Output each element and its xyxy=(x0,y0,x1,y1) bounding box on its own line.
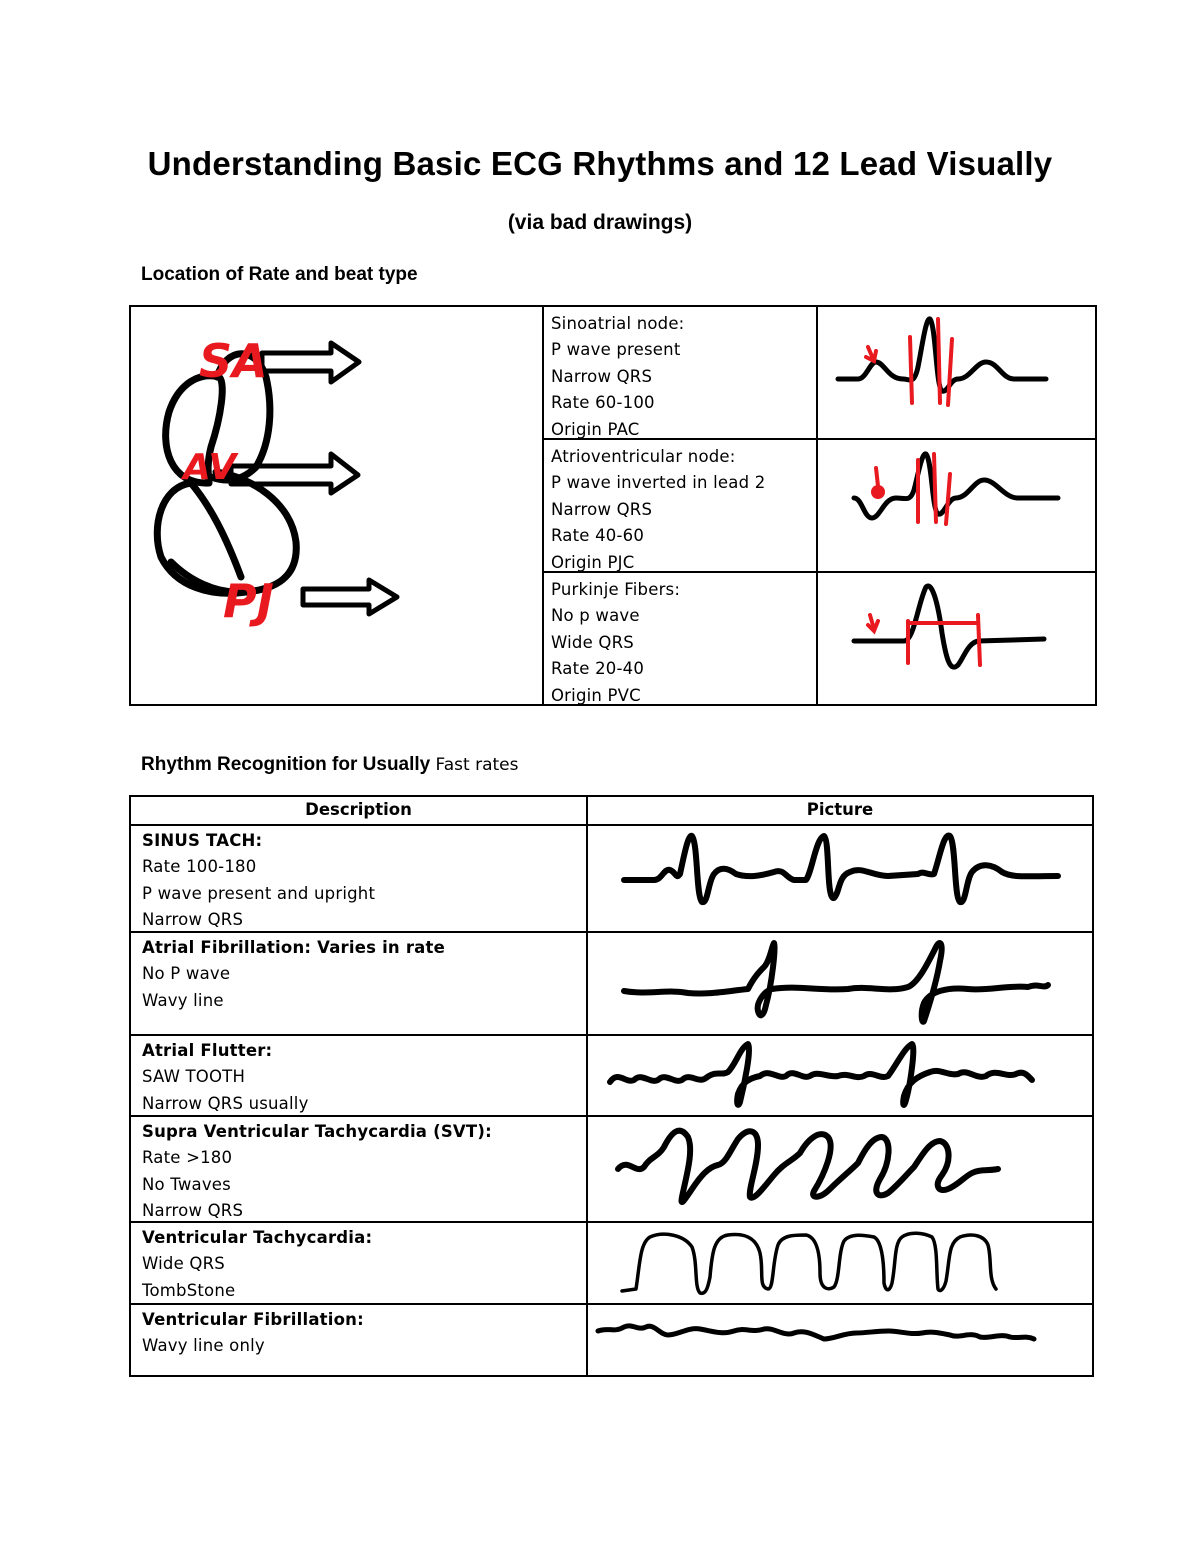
section2-heading: Rhythm Recognition for Usually Fast rates xyxy=(141,754,519,775)
junctional-beat-drawing xyxy=(818,440,1095,571)
heart-sketch-icon xyxy=(131,307,542,704)
rhythm-title: SINUS TACH: xyxy=(142,831,263,850)
rhythm-line: No P wave xyxy=(142,964,231,984)
beat-row-av xyxy=(542,440,1095,573)
heart-label-pj: PJ xyxy=(223,574,274,628)
aflutter-strip xyxy=(588,1036,1092,1115)
rhythm-line: Narrow QRS usually xyxy=(142,1093,309,1113)
row-line: Rate 40-60 xyxy=(551,526,645,546)
afib-strip xyxy=(588,933,1092,1034)
rhythm-row-svt xyxy=(131,1117,1092,1223)
rhythm-line: No Twaves xyxy=(142,1174,231,1194)
rhythm-row-aflutter xyxy=(131,1036,1092,1117)
row-line: Origin PJC xyxy=(551,552,635,572)
row-title: Atrioventricular node: xyxy=(551,447,736,466)
rhythm-table xyxy=(129,795,1094,1377)
rhythm-line: TombStone xyxy=(142,1280,236,1300)
rhythm-line: Rate 100-180 xyxy=(142,857,257,877)
sinus-beat-drawing xyxy=(818,307,1095,438)
row-line: Wide QRS xyxy=(551,632,634,652)
heart-label-sa: SA xyxy=(199,334,268,388)
row-line: Narrow QRS xyxy=(551,366,653,386)
page-title: Understanding Basic ECG Rhythms and 12 Lead Visually xyxy=(147,145,1053,182)
rhythm-title: Ventricular Fibrillation: xyxy=(142,1310,364,1329)
rhythm-title: Atrial Fibrillation: Varies in rate xyxy=(142,938,445,957)
sinus-tach-strip xyxy=(588,826,1092,931)
row-line: Origin PVC xyxy=(551,685,641,705)
heart-diagram-cell xyxy=(131,307,544,704)
vfib-strip xyxy=(588,1305,1092,1375)
row-line: Narrow QRS xyxy=(551,499,653,519)
rhythm-row-afib xyxy=(131,933,1092,1036)
rhythm-title: Ventricular Tachycardia: xyxy=(142,1228,373,1247)
rhythm-line: P wave present and upright xyxy=(142,883,376,903)
table-header xyxy=(131,797,1092,826)
rhythm-title: Supra Ventricular Tachycardia (SVT): xyxy=(142,1122,492,1141)
heart-label-av: AV xyxy=(183,447,237,488)
page-subtitle: (via bad drawings) xyxy=(507,211,693,234)
row-title: Sinoatrial node: xyxy=(551,314,685,333)
row-line: P wave present xyxy=(551,340,681,360)
row-line: Origin PAC xyxy=(551,419,640,439)
rhythm-row-vfib xyxy=(131,1305,1092,1375)
ventricular-beat-drawing xyxy=(818,573,1095,704)
svt-strip xyxy=(588,1117,1092,1221)
col-header-picture: Picture xyxy=(806,800,874,819)
beat-type-table xyxy=(129,305,1097,706)
row-line: Rate 20-40 xyxy=(551,659,645,679)
beat-row-sa xyxy=(542,307,1095,440)
section1-heading: Location of Rate and beat type xyxy=(141,264,418,285)
rhythm-line: Narrow QRS xyxy=(142,1201,244,1221)
row-line: P wave inverted in lead 2 xyxy=(551,473,766,493)
rhythm-line: SAW TOOTH xyxy=(142,1067,246,1087)
row-title: Purkinje Fibers: xyxy=(551,580,681,599)
rhythm-line: Wide QRS xyxy=(142,1254,225,1274)
beat-row-pj xyxy=(542,573,1095,704)
rhythm-line: Wavy line xyxy=(142,990,224,1010)
rhythm-title: Atrial Flutter: xyxy=(142,1041,273,1060)
rhythm-line: Narrow QRS xyxy=(142,910,244,930)
vtach-strip xyxy=(588,1223,1092,1303)
col-header-description: Description xyxy=(305,800,412,819)
rhythm-row-sinus-tach xyxy=(131,826,1092,933)
row-line: Rate 60-100 xyxy=(551,393,655,413)
rhythm-line: Wavy line only xyxy=(142,1336,265,1356)
rhythm-line: Rate >180 xyxy=(142,1148,233,1168)
row-line: No p wave xyxy=(551,606,640,626)
rhythm-row-vtach xyxy=(131,1223,1092,1305)
